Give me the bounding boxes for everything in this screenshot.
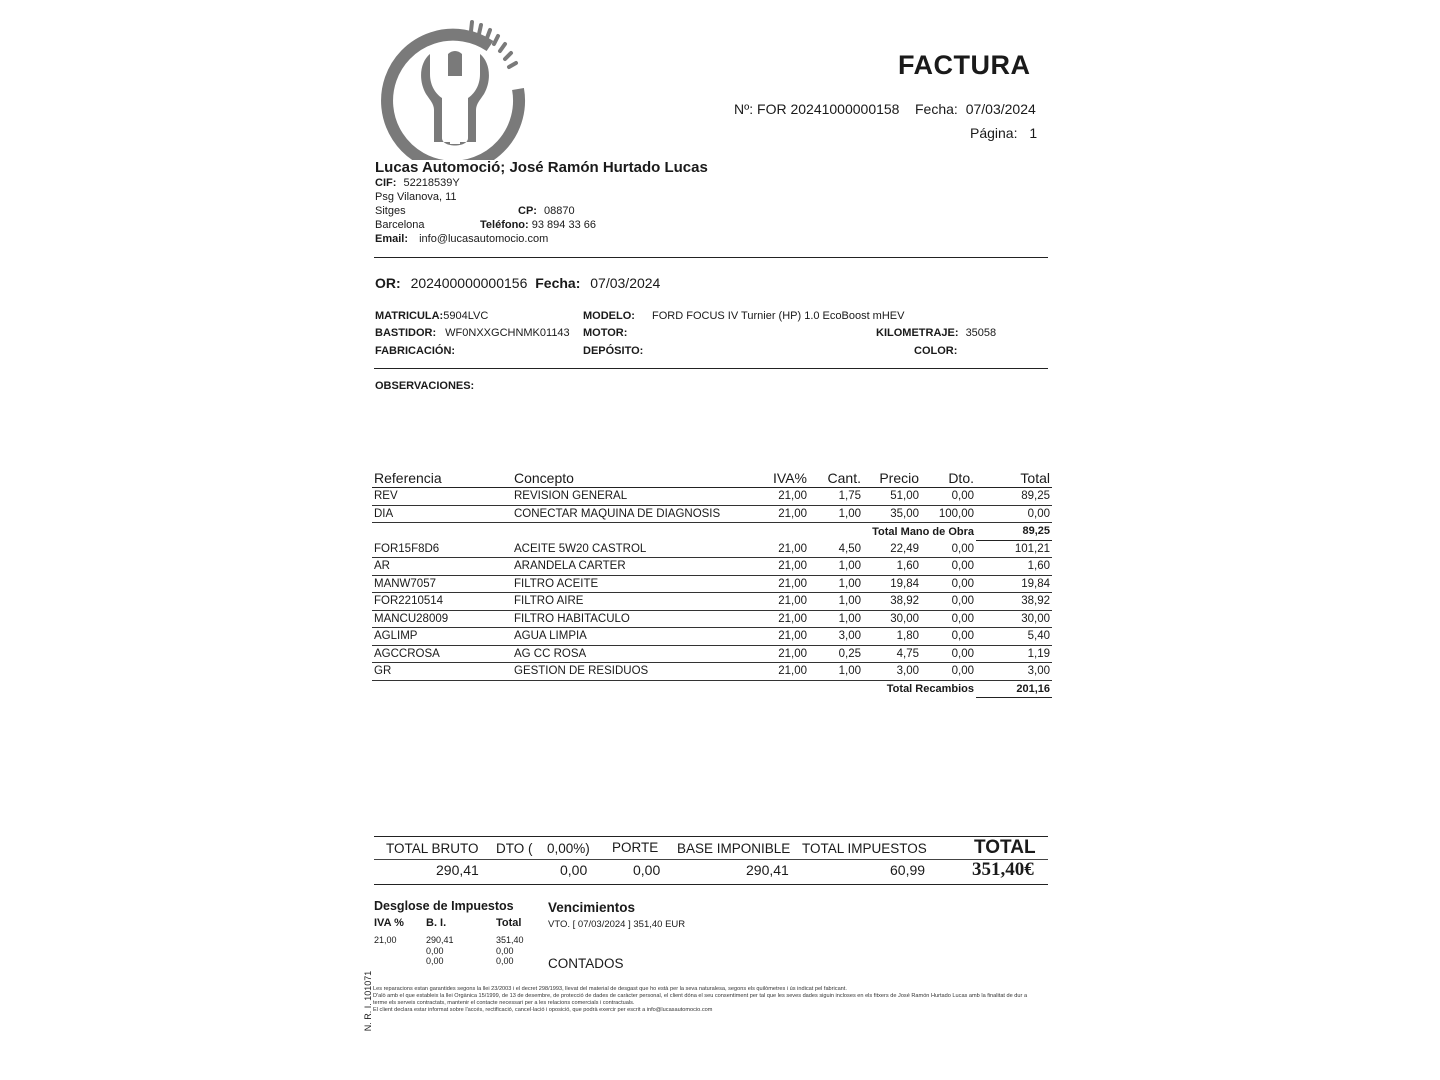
company-name: Lucas Automoció; José Ramón Hurtado Lucas bbox=[375, 159, 708, 176]
cell-price: 1,80 bbox=[863, 628, 921, 646]
observaciones-label: OBSERVACIONES: bbox=[375, 380, 475, 392]
cell-price: 38,92 bbox=[863, 593, 921, 611]
cell-dto: 0,00 bbox=[921, 610, 976, 628]
company-email bbox=[375, 233, 548, 245]
cell-ref: MANW7057 bbox=[372, 575, 512, 593]
cell-qty: 1,00 bbox=[809, 505, 863, 523]
cell-concept: ACEITE 5W20 CASTROL bbox=[512, 540, 757, 558]
cell-total: 1,60 bbox=[976, 558, 1052, 576]
cell-dto: 0,00 bbox=[921, 663, 976, 681]
col-total: Total bbox=[976, 466, 1052, 488]
desglose-cell: 0,00 bbox=[496, 945, 514, 956]
registry-number: N. R. I. 101071 bbox=[363, 970, 373, 1032]
divider-company bbox=[374, 257, 1048, 258]
or-date: 07/03/2024 bbox=[590, 275, 661, 291]
kilometraje-value: 35058 bbox=[965, 327, 997, 339]
cell-ref: AGLIMP bbox=[372, 628, 512, 646]
labor-subtotal-row bbox=[372, 523, 1052, 541]
cell-dto: 100,00 bbox=[921, 505, 976, 523]
total-impuestos-value: 60,99 bbox=[890, 862, 926, 878]
matricula-value: 5904LVC bbox=[443, 310, 489, 322]
table-row bbox=[372, 558, 1052, 576]
col-iva: IVA% bbox=[757, 466, 809, 488]
col-cantidad: Cant. bbox=[809, 466, 863, 488]
total-bruto-value: 290,41 bbox=[436, 862, 479, 878]
cell-dto: 0,00 bbox=[921, 540, 976, 558]
cell-iva: 21,00 bbox=[757, 540, 809, 558]
table-row bbox=[372, 593, 1052, 611]
desglose-cell: 290,41 bbox=[426, 935, 454, 945]
cell-qty: 4,50 bbox=[809, 540, 863, 558]
cell-concept: FILTRO HABITACULO bbox=[512, 610, 757, 628]
cell-ref: DIA bbox=[372, 505, 512, 523]
modelo-label: MODELO: bbox=[583, 310, 635, 322]
cell-qty: 1,00 bbox=[809, 558, 863, 576]
invoice-date-line bbox=[915, 101, 1036, 117]
invoice-date-label: Fecha: bbox=[915, 101, 958, 117]
cell-qty: 1,75 bbox=[809, 488, 863, 506]
desglose-cell: 21,00 bbox=[374, 935, 397, 945]
cell-dto: 0,00 bbox=[921, 488, 976, 506]
vehicle-bastidor bbox=[375, 327, 570, 339]
dto-value: 0,00 bbox=[560, 862, 588, 878]
col-concepto: Concepto bbox=[512, 466, 757, 488]
cell-concept: AG CC ROSA bbox=[512, 645, 757, 663]
grand-total-value: 351,40€ bbox=[972, 859, 1034, 880]
email-value: info@lucasautomocio.com bbox=[419, 233, 549, 245]
divider-vehicle bbox=[374, 368, 1048, 369]
legal-line: terme els serveis contractats, mantenir el contacte necessari per a les relacions comercials i contractuals. bbox=[373, 1000, 635, 1006]
cell-total: 5,40 bbox=[976, 628, 1052, 646]
porte-label: PORTE bbox=[612, 840, 659, 855]
table-row bbox=[372, 540, 1052, 558]
or-number: 202400000000156 bbox=[410, 275, 528, 291]
cell-price: 35,00 bbox=[863, 505, 921, 523]
desglose-cell: 0,00 bbox=[426, 945, 444, 956]
cell-iva: 21,00 bbox=[757, 488, 809, 506]
document-title: FACTURA bbox=[898, 50, 1031, 80]
legal-line: D'alò amb el que estableix la llei Orgànica 15/1999, de 13 de desembre, de protecció de dades de caràcter personal, el client dóna el seu consentiment per tal que les seves dades siguin incloses en els fitxers de José Ramón Hurtado Lucas amb la finalitat de dur a bbox=[373, 993, 1028, 999]
cell-qty: 1,00 bbox=[809, 610, 863, 628]
cell-concept: CONECTAR MAQUINA DE DIAGNOSIS bbox=[512, 505, 757, 523]
phone-value: 93 894 33 66 bbox=[531, 219, 596, 231]
modelo-value: FORD FOCUS IV Turnier (HP) 1.0 EcoBoost mHEV bbox=[652, 310, 905, 322]
cell-concept: REVISION GENERAL bbox=[512, 488, 757, 506]
legal-line: El client declara estar informat sobre l'accés, rectificació, cancel·lació i oposició, que podrà exercir per escrit a info@lucasautomocio.com bbox=[373, 1007, 713, 1013]
base-imponible-label: BASE IMPONIBLE bbox=[677, 841, 791, 856]
labor-total-value: 89,25 bbox=[976, 523, 1052, 541]
cell-concept: FILTRO ACEITE bbox=[512, 575, 757, 593]
vehicle-modelo bbox=[583, 310, 904, 322]
table-row bbox=[372, 575, 1052, 593]
company-phone bbox=[480, 219, 596, 231]
invoice-date: 07/03/2024 bbox=[965, 101, 1036, 117]
invoice-number-label: Nº: bbox=[734, 101, 754, 117]
page-number: 1 bbox=[1029, 125, 1038, 141]
bastidor-label: BASTIDOR: bbox=[375, 327, 437, 339]
cp-label: CP: bbox=[518, 205, 537, 217]
cell-qty: 1,00 bbox=[809, 593, 863, 611]
cell-dto: 0,00 bbox=[921, 645, 976, 663]
cell-price: 51,00 bbox=[863, 488, 921, 506]
email-label: Email: bbox=[375, 233, 409, 245]
cell-iva: 21,00 bbox=[757, 505, 809, 523]
col-referencia: Referencia bbox=[372, 466, 512, 488]
matricula-label: MATRICULA: bbox=[375, 310, 444, 322]
col-precio: Precio bbox=[863, 466, 921, 488]
cell-price: 19,84 bbox=[863, 575, 921, 593]
dto-label: DTO ( bbox=[496, 841, 533, 856]
vehicle-matricula bbox=[375, 310, 488, 322]
fabricacion-label: FABRICACIÓN: bbox=[375, 345, 456, 357]
desglose-col-total: Total bbox=[496, 917, 522, 929]
cell-iva: 21,00 bbox=[757, 663, 809, 681]
company-cif bbox=[375, 177, 460, 189]
cp-value: 08870 bbox=[544, 205, 575, 217]
motor-label: MOTOR: bbox=[583, 327, 628, 339]
desglose-total-column bbox=[496, 935, 524, 967]
cell-dto: 0,00 bbox=[921, 628, 976, 646]
deposito-label: DEPÓSITO: bbox=[583, 345, 644, 357]
cif-value: 52218539Y bbox=[403, 177, 460, 189]
payment-method: CONTADOS bbox=[548, 956, 624, 971]
cell-qty: 3,00 bbox=[809, 628, 863, 646]
desglose-iva-column bbox=[374, 935, 397, 946]
legal-line: Les reparacions estan garantides segons la llei 23/2003 i el decret 298/1993, llevat del material de desgast que ho està per la seva naturalesa, segons els quilòmetres i ús indicat pel fabricant. bbox=[373, 986, 847, 992]
cell-iva: 21,00 bbox=[757, 575, 809, 593]
page-label: Página: bbox=[970, 125, 1018, 141]
cell-total: 0,00 bbox=[976, 505, 1052, 523]
table-row bbox=[372, 645, 1052, 663]
parts-total-label: Total Recambios bbox=[886, 683, 974, 695]
vehicle-kilometraje bbox=[876, 327, 996, 339]
legal-text bbox=[373, 986, 1027, 1014]
cell-concept: GESTION DE RESIDUOS bbox=[512, 663, 757, 681]
desglose-cell: 0,00 bbox=[426, 956, 444, 966]
cell-price: 1,60 bbox=[863, 558, 921, 576]
vencimiento-line: VTO. [ 07/03/2024 ] 351,40 EUR bbox=[548, 919, 686, 930]
desglose-cell: 351,40 bbox=[496, 935, 524, 945]
cell-concept: ARANDELA CARTER bbox=[512, 558, 757, 576]
cell-qty: 1,00 bbox=[809, 575, 863, 593]
table-row bbox=[372, 610, 1052, 628]
cell-price: 4,75 bbox=[863, 645, 921, 663]
or-date-label: Fecha: bbox=[535, 275, 581, 291]
company-city: Sitges bbox=[375, 205, 406, 217]
grand-total-label: TOTAL bbox=[974, 837, 1036, 858]
cell-ref: AGCCROSA bbox=[372, 645, 512, 663]
cell-iva: 21,00 bbox=[757, 628, 809, 646]
company-province: Barcelona bbox=[375, 219, 425, 231]
cell-total: 3,00 bbox=[976, 663, 1052, 681]
cell-ref: MANCU28009 bbox=[372, 610, 512, 628]
cell-price: 22,49 bbox=[863, 540, 921, 558]
porte-value: 0,00 bbox=[633, 862, 661, 878]
cell-concept: FILTRO AIRE bbox=[512, 593, 757, 611]
table-row bbox=[372, 505, 1052, 523]
total-impuestos-label: TOTAL IMPUESTOS bbox=[802, 841, 927, 856]
cif-label: CIF: bbox=[375, 177, 397, 189]
cell-concept: AGUA LIMPIA bbox=[512, 628, 757, 646]
repair-order-line bbox=[375, 275, 660, 291]
totals-divider bbox=[374, 859, 1048, 860]
phone-label: Teléfono: bbox=[480, 219, 529, 231]
cell-dto: 0,00 bbox=[921, 575, 976, 593]
or-label: OR: bbox=[375, 275, 401, 291]
desglose-col-bi: B. I. bbox=[426, 917, 447, 929]
totals-band bbox=[374, 836, 1048, 885]
bastidor-value: WF0NXXGCHNMK01143 bbox=[445, 327, 570, 339]
invoice-lines-table bbox=[372, 466, 1052, 698]
dto-percent: 0,00%) bbox=[547, 841, 590, 856]
kilometraje-label: KILOMETRAJE: bbox=[876, 327, 959, 339]
cell-total: 89,25 bbox=[976, 488, 1052, 506]
color-label: COLOR: bbox=[914, 345, 958, 357]
total-bruto-label: TOTAL BRUTO bbox=[386, 841, 479, 856]
company-logo bbox=[380, 14, 530, 160]
cell-iva: 21,00 bbox=[757, 645, 809, 663]
labor-total-label: Total Mano de Obra bbox=[872, 525, 974, 538]
parts-subtotal-row bbox=[372, 680, 1052, 698]
cell-ref: FOR2210514 bbox=[372, 593, 512, 611]
cell-iva: 21,00 bbox=[757, 593, 809, 611]
cell-ref: REV bbox=[372, 488, 512, 506]
cell-total: 101,21 bbox=[976, 540, 1052, 558]
invoice-number: FOR 20241000000158 bbox=[757, 101, 900, 117]
cell-qty: 0,25 bbox=[809, 645, 863, 663]
cell-iva: 21,00 bbox=[757, 610, 809, 628]
cell-price: 3,00 bbox=[863, 663, 921, 681]
cell-dto: 0,00 bbox=[921, 593, 976, 611]
table-row bbox=[372, 628, 1052, 646]
desglose-col-iva: IVA % bbox=[374, 917, 404, 929]
cell-qty: 1,00 bbox=[809, 663, 863, 681]
cell-iva: 21,00 bbox=[757, 558, 809, 576]
company-cp bbox=[518, 205, 575, 217]
desglose-title: Desglose de Impuestos bbox=[374, 899, 514, 913]
company-address: Psg Vilanova, 11 bbox=[375, 191, 457, 203]
vencimientos-title: Vencimientos bbox=[548, 900, 636, 915]
cell-total: 30,00 bbox=[976, 610, 1052, 628]
table-header-row bbox=[372, 466, 1052, 488]
parts-total-value: 201,16 bbox=[976, 680, 1052, 698]
cell-total: 38,92 bbox=[976, 593, 1052, 611]
page-indicator bbox=[970, 125, 1037, 141]
table-row bbox=[372, 488, 1052, 506]
desglose-bi-column bbox=[426, 935, 454, 967]
cell-total: 19,84 bbox=[976, 575, 1052, 593]
cell-dto: 0,00 bbox=[921, 558, 976, 576]
base-imponible-value: 290,41 bbox=[746, 862, 789, 878]
cell-ref: GR bbox=[372, 663, 512, 681]
invoice-number-line bbox=[734, 101, 899, 117]
cell-ref: AR bbox=[372, 558, 512, 576]
cell-ref: FOR15F8D6 bbox=[372, 540, 512, 558]
table-row bbox=[372, 663, 1052, 681]
cell-price: 30,00 bbox=[863, 610, 921, 628]
col-dto: Dto. bbox=[921, 466, 976, 488]
desglose-cell: 0,00 bbox=[496, 956, 514, 966]
cell-total: 1,19 bbox=[976, 645, 1052, 663]
